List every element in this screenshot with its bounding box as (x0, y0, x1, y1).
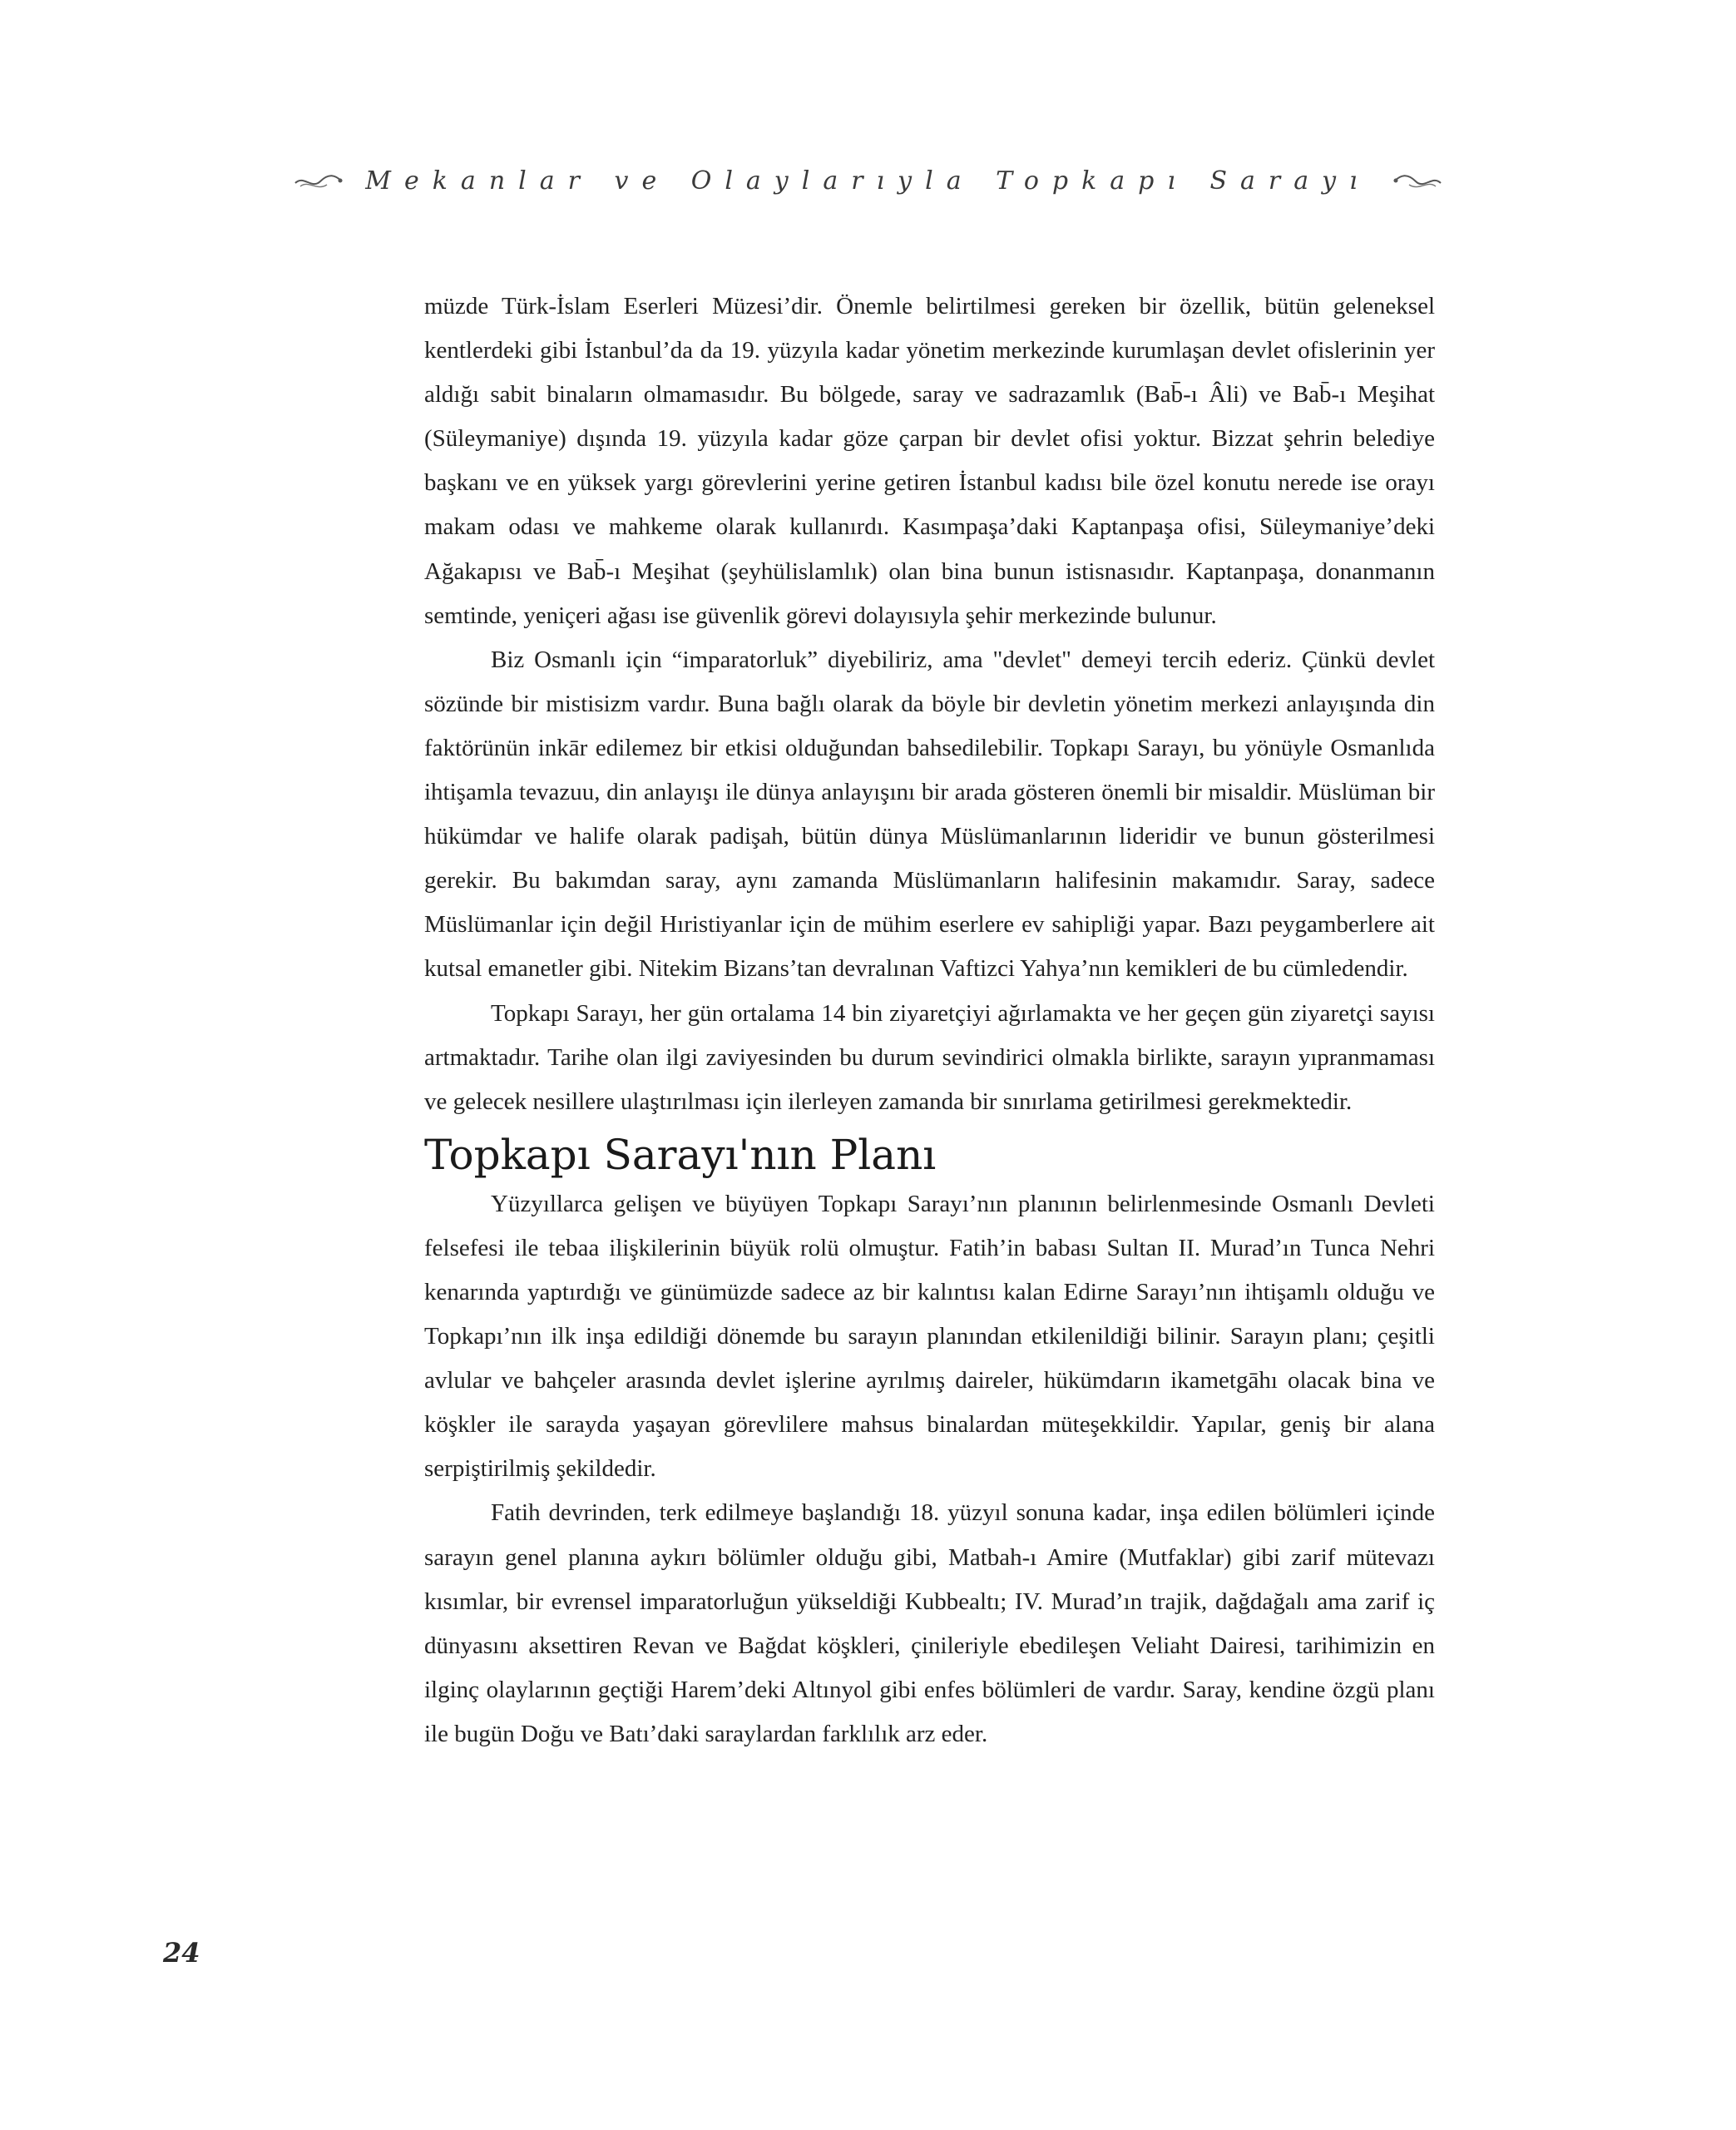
scroll-flourish-icon (1392, 170, 1442, 193)
paragraph-1: müzde Türk-İslam Eserleri Müzesi’dir. Önemle belirtilmesi gereken bir özellik, bütün geleneksel kentlerdeki gibi İstanbul’da da 19. yüzyıla kadar yönetim merkezinde kurumlaşan devlet ofislerinin yer aldığı sabit binaların olmamasıdır. Bu bölgede, saray ve sadrazamlık (Bab̄-ı Âli) ve Bab̄-ı Meşihat (Süleymaniye) dışında 19. yüzyıla kadar göze çarpan bir devlet ofisi yoktur. Bizzat şehrin belediye başkanı ve en yüksek yargı görevlerini yerine getiren İstanbul kadısı bile özel konutu nerede ise orayı makam odası ve mahkeme olarak kullanırdı. Kasımpaşa’daki Kaptanpaşa ofisi, Süleymaniye’deki Ağakapısı ve Bab̄-ı Meşihat (şeyhülislamlık) olan bina bunun istisnasıdır. Kaptanpaşa, donanmanın semtinde, yeniçeri ağası ise güvenlik görevi dolayısıyla şehir merkezinde bulunur. (424, 293, 1435, 629)
section-heading: Topkapı Sarayı'nın Planı (424, 1130, 937, 1179)
paragraph-2: Biz Osmanlı için “imparatorluk” diyebiliriz, ama "devlet" demeyi tercih ederiz. Çünkü devlet sözünde bir mistisizm vardır. Buna bağlı olarak da böyle bir devletin yönetim merkezi anlayışında din faktörünün inkār edilemez bir etkisi olduğundan bahsedilebilir. Topkapı Sarayı, bu yönüyle Osmanlıda ihtişamla tevazuu, din anlayışı ile dünya anlayışını bir arada gösteren önemli bir misaldir. Müslüman bir hükümdar ve halife olarak padişah, bütün dünya Müslümanlarının lideridir ve bunun gösterilmesi gerekir. Bu bakımdan saray, aynı zamanda Müslümanların halifesinin makamıdır. Saray, sadece Müslümanlar için değil Hıristiyanlar için de mühim eserlere ev sahipliği yapar. Bazı peygamberlere ait kutsal emanetler gibi. Nitekim Bizans’tan devralınan Vaftizci Yahya’nın kemikleri de bu cümledendir. (424, 646, 1435, 983)
paragraph-3: Topkapı Sarayı, her gün ortalama 14 bin ziyaretçiyi ağırlamakta ve her geçen gün ziyaretçi sayısı artmaktadır. Tarihe olan ilgi zaviyesinden bu durum sevindirici olmakla birlikte, sarayın yıpranmaması ve gelecek nesillere ulaştırılması için ilerleyen zamanda bir sınırlama getirilmesi gerekmektedir. (424, 999, 1435, 1115)
paragraph-5: Fatih devrinden, terk edilmeye başlandığı 18. yüzyıl sonuna kadar, inşa edilen bölümleri içinde sarayın genel planına aykırı bölümler olduğu gibi, Matbah-ı Amire (Mutfaklar) gibi zarif mütevazı kısımlar, bir evrensel imparatorluğun yükseldiği Kubbealtı; IV. Murad’ın trajik, dağdağalı ama zarif iç dünyasını aksettiren Revan ve Bağdat köşkleri, çinileriyle ebedileşen Veliaht Dairesi, tarihimizin en ilginç olaylarının geçtiği Harem’deki Altınyol gibi enfes bölümleri de vardır. Saray, kendine özgü planı ile bugün Doğu ve Batı’daki saraylardan farklılık arz eder. (424, 1499, 1435, 1747)
running-title: Mekanlar ve Olaylarıyla Topkapı Sarayı (365, 166, 1371, 196)
page-number: 24 (163, 1937, 200, 1969)
page-body (424, 285, 1435, 1756)
scroll-flourish-icon (294, 170, 344, 193)
running-head (0, 166, 1736, 196)
paragraph-4: Yüzyıllarca gelişen ve büyüyen Topkapı Sarayı’nın planının belirlenmesinde Osmanlı Devleti felsefesi ile tebaa ilişkilerinin büyük rolü olmuştur. Fatih’in babası Sultan II. Murad’ın Tunca Nehri kenarında yaptırdığı ve günümüzde sadece az bir kalıntısı kalan Edirne Sarayı’nın ihtişamlı olduğu ve Topkapı’nın ilk inşa edildiği dönemde bu sarayın planından etkilenildiği bilinir. Sarayın planı; çeşitli avlular ve bahçeler arasında devlet işlerine ayrılmış daireler, hükümdarın ikametgāhı olacak bina ve köşkler ile sarayda yaşayan görevlilere mahsus binalardan müteşekkildir. Yapılar, geniş bir alana serpiştirilmiş şekildedir. (424, 1190, 1435, 1483)
